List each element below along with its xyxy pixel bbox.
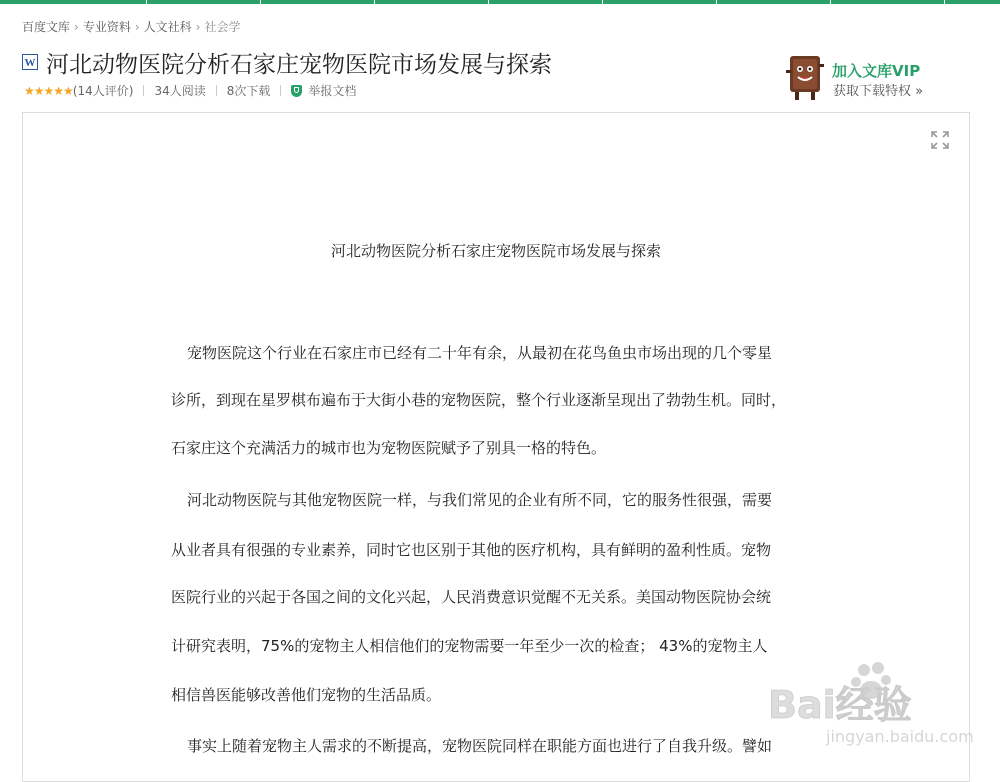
watermark-brand: Bai经验 (768, 683, 912, 727)
text-line: 从业者具有很强的专业素养，同时它也区别于其他的医疗机构，具有鲜明的盈利性质。宠物 (171, 541, 772, 559)
watermark-url: jingyan.baidu.com (826, 727, 974, 746)
book-mascot-icon (784, 50, 826, 102)
vip-title: 加入文库VIP (832, 62, 921, 80)
doc-title-row (22, 46, 552, 78)
divider (216, 85, 217, 96)
vip-promo[interactable] (784, 46, 964, 106)
breadcrumb (22, 18, 241, 35)
chevron-right-icon: › (74, 20, 79, 34)
text-line: 石家庄这个充满活力的城市也为宠物医院赋予了别具一格的特色。 (171, 439, 607, 457)
read-count: 34人阅读 (154, 84, 206, 98)
breadcrumb-item[interactable]: 专业资料 (82, 20, 131, 34)
report-link[interactable]: 举报文档 (308, 84, 357, 98)
breadcrumb-item[interactable]: 百度文库 (22, 20, 71, 34)
divider (280, 85, 281, 96)
doc-meta (24, 82, 356, 99)
text-line: 计研究表明，75%的宠物主人相信他们的宠物需要一年至少一次的检查； 43%的宠物主人 (171, 637, 768, 655)
chevron-right-icon: › (195, 20, 201, 34)
download-count: 8次下载 (226, 84, 271, 98)
breadcrumb-item[interactable]: 社会学 (204, 20, 241, 34)
text-line: 宠物医院这个行业在石家庄市已经有二十年有余，从最初在花鸟鱼虫市场出现的几个零星 (187, 344, 773, 362)
page-title: 河北动物医院分析石家庄宠物医院市场发展与探索 (46, 51, 552, 78)
shield-icon (291, 85, 302, 97)
text-line: 医院行业的兴起于各国之间的文化兴起，人民消费意识觉醒不无关系。美国动物医院协会统 (171, 588, 772, 606)
top-accent-bar (0, 0, 1000, 4)
text-line: 相信兽医能够改善他们宠物的生活品质。 (171, 686, 442, 704)
document-heading: 河北动物医院分析石家庄宠物医院市场发展与探索 (330, 242, 661, 260)
fullscreen-icon[interactable] (931, 131, 949, 149)
text-line: 诊所，到现在星罗棋布遍布于大街小巷的宠物医院，整个行业逐渐呈现出了勃勃生机。同时， (171, 391, 787, 409)
chevron-right-icon: › (134, 20, 140, 34)
vip-subtitle: 获取下载特权 » (833, 84, 924, 99)
text-line: 事实上随着宠物主人需求的不断提高，宠物医院同样在职能方面也进行了自我升级。譬如 (187, 737, 773, 755)
breadcrumb-item[interactable]: 人文社科 (143, 20, 192, 34)
rating-count[interactable]: (14人评价) (72, 84, 134, 98)
rating-stars-icon: ★★★★★ (24, 83, 73, 98)
word-doc-icon: W (22, 54, 38, 70)
text-line: 河北动物医院与其他宠物医院一样，与我们常见的企业有所不同，它的服务性很强，需要 (187, 491, 773, 509)
baidu-jingyan-watermark (766, 660, 986, 760)
divider (143, 85, 144, 96)
